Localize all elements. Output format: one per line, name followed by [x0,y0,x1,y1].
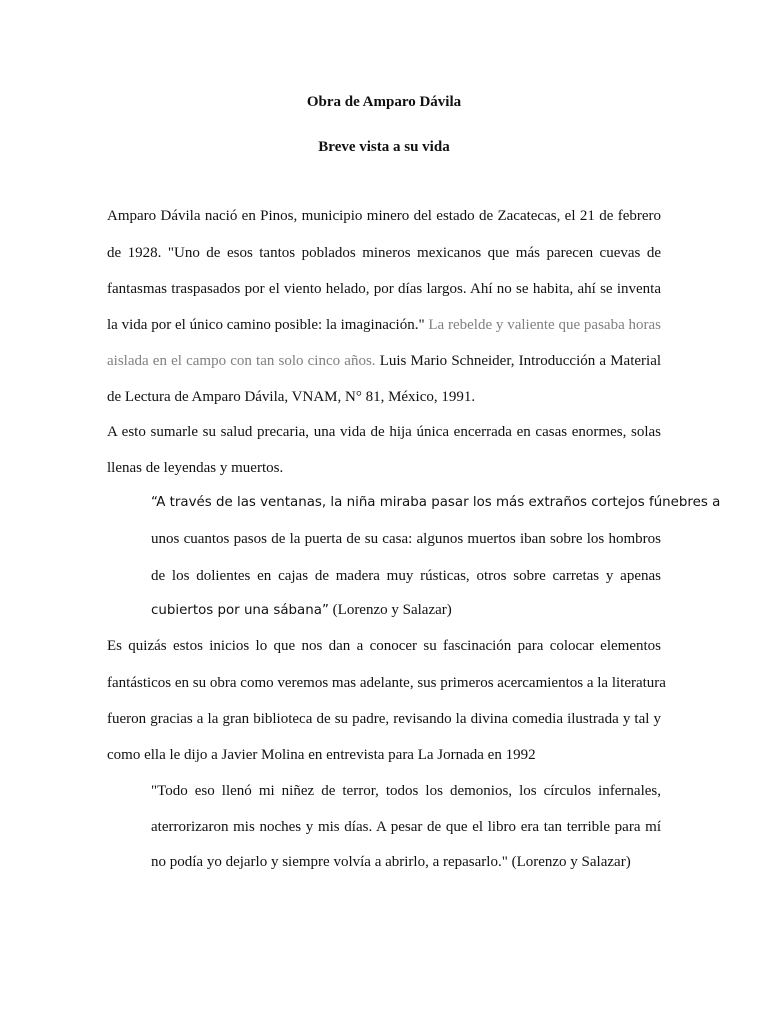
quote-1-line-4-citation: (Lorenzo y Salazar) [332,602,452,618]
quote-2-line-1: "Todo eso llenó mi niñez de terror, todos los demonios, los círculos infernales, [151,783,661,799]
paragraph-3-line-4: como ella le dijo a Javier Molina en entrevista para La Jornada en 1992 [107,747,536,763]
quote-1-line-1: “A través de las ventanas, la niña miraba pasar los más extraños cortejos fúnebres a [151,495,721,510]
paragraph-3-line-1: Es quizás estos inicios lo que nos dan a conocer su fascinación para colocar elementos [107,638,661,654]
paragraph-1-line-5-grey-text: aislada en el campo con tan solo cinco años. [107,353,376,369]
paragraph-2-line-2: llenas de leyendas y muertos. [107,460,284,476]
paragraph-1-line-1: Amparo Dávila nació en Pinos, municipio minero del estado de Zacatecas, el 21 de febrero [107,208,661,224]
paragraph-1-line-6: de Lectura de Amparo Dávila, VNAM, N° 81, México, 1991. [107,389,476,405]
document-subtitle: Breve vista a su vida [318,139,450,155]
quote-1-line-4-quote-text: cubiertos por una sábana” [151,603,329,618]
quote-1-line-3: de los dolientes en cajas de madera muy rústicas, otros sobre carretas y apenas [151,568,661,584]
paragraph-1-line-4-text: la vida por el único camino posible: la imaginación." [107,317,425,333]
paragraph-1-line-4 [107,315,661,335]
paragraph-3-line-3: fueron gracias a la gran biblioteca de su padre, revisando la divina comedia ilustrada y tal y [107,711,661,727]
quote-2-line-3: no podía yo dejarlo y siempre volvía a abrirlo, a repasarlo." (Lorenzo y Salazar) [151,854,631,870]
paragraph-1-line-2: de 1928. "Uno de esos tantos poblados mineros mexicanos que más parecen cuevas de [107,245,661,261]
paragraph-1-line-4-grey-text: La rebelde y valiente que pasaba horas [428,317,662,333]
quote-2-line-2: aterrorizaron mis noches y mis días. A pesar de que el libro era tan terrible para mí [151,819,661,835]
document-title: Obra de Amparo Dávila [306,94,462,110]
paragraph-1-line-3: fantasmas traspasados por el viento helado, por días largos. Ahí no se habita, ahí se inventa [107,281,661,297]
paragraph-2-line-1: A esto sumarle su salud precaria, una vida de hija única encerrada en casas enormes, solas [107,424,661,440]
paragraph-1-line-5-text: Luis Mario Schneider, Introducción a Material [379,353,662,369]
quote-1-line-4 [151,600,661,621]
paragraph-3-line-2: fantásticos en su obra como veremos mas adelante, sus primeros acercamientos a la literatura [107,675,666,691]
quote-1-line-2: unos cuantos pasos de la puerta de su casa: algunos muertos iban sobre los hombros [151,531,661,547]
paragraph-1-line-5 [107,351,661,371]
